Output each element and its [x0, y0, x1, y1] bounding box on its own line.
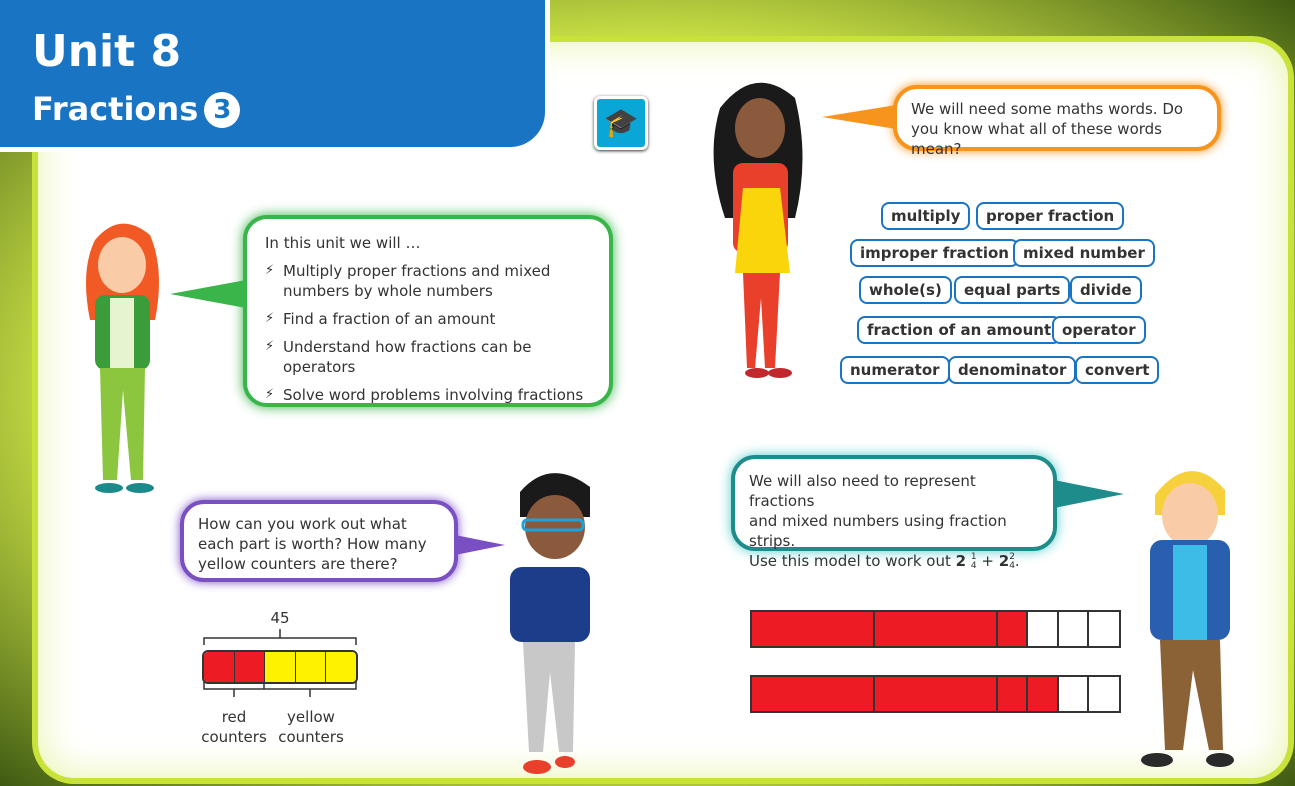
- red-label: red counters: [201, 708, 267, 746]
- whole-segment: [875, 612, 998, 646]
- intro-item: ⚡ Solve word problems involving fractions: [265, 385, 591, 405]
- denominator: 4: [970, 560, 977, 571]
- unit-title-text: Fractions: [32, 90, 199, 128]
- quarter-segment: [1089, 612, 1119, 646]
- bubble-tail: [170, 280, 246, 308]
- girl-character-red-hair: [65, 210, 175, 500]
- intro-item: ⚡ Multiply proper fractions and mixed numbers by whole numbers: [265, 261, 591, 301]
- bar-total: 45: [270, 609, 290, 627]
- intro-item: ⚡ Find a fraction of an amount: [265, 309, 591, 329]
- intro-heading: In this unit we will …: [265, 234, 421, 252]
- intro-bubble: [243, 215, 613, 407]
- bar-model: [202, 650, 358, 684]
- fraction-strip: [750, 675, 1121, 713]
- maths-words-bubble: We will need some maths words. Do you know what all of these words mean?: [893, 85, 1221, 151]
- yellow-label: yellow counters: [278, 708, 344, 746]
- quarter-segment: [998, 677, 1028, 711]
- word-chip: proper fraction: [976, 202, 1124, 230]
- word-chip: divide: [1070, 276, 1142, 304]
- bubble-tail: [822, 105, 896, 129]
- yellow-part: [296, 652, 327, 682]
- word-chip: numerator: [840, 356, 950, 384]
- word-chip: multiply: [881, 202, 970, 230]
- word-chip: convert: [1075, 356, 1159, 384]
- quarter-segment: [1059, 677, 1089, 711]
- girl-character-black-hair: [705, 68, 815, 388]
- denominator: 4: [1009, 560, 1015, 571]
- whole-segment: [752, 612, 875, 646]
- unit-part-badge: 3: [204, 92, 240, 128]
- numerator: 2: [1009, 551, 1015, 562]
- strips-bubble: [731, 455, 1057, 571]
- period: .: [1014, 552, 1020, 570]
- whole-segment: [875, 677, 998, 711]
- bubble-tail: [1054, 480, 1124, 508]
- quarter-segment: [1028, 677, 1058, 711]
- strips-expression: [749, 551, 1039, 571]
- graduation-cap-icon[interactable]: 🎓: [594, 96, 648, 150]
- word-chip: fraction of an amount: [857, 316, 1061, 344]
- plus-sign: +: [981, 552, 994, 570]
- word-chip: equal parts: [954, 276, 1070, 304]
- quarter-segment: [1028, 612, 1058, 646]
- yellow-part: [265, 652, 296, 682]
- strips-text: Use this model to work out: [749, 552, 951, 570]
- intro-item: ⚡ Understand how fractions can be operators: [265, 337, 591, 377]
- yellow-part: [326, 652, 356, 682]
- red-part: [235, 652, 266, 682]
- quarter-segment: [998, 612, 1028, 646]
- word-chip: mixed number: [1013, 239, 1155, 267]
- question-bubble: How can you work out what each part is worth? How many yellow counters are there?: [180, 500, 458, 582]
- word-chip: operator: [1052, 316, 1146, 344]
- whole-2: 2: [998, 552, 1010, 570]
- word-chip: denominator: [948, 356, 1076, 384]
- strips-text: We will also need to represent fractions: [749, 472, 976, 510]
- unit-title: [32, 90, 240, 128]
- unit-number: Unit 8: [32, 26, 182, 77]
- quarter-segment: [1089, 677, 1119, 711]
- whole-segment: [752, 677, 875, 711]
- fraction-strip: [750, 610, 1121, 648]
- boy-character-blond: [1135, 455, 1250, 780]
- whole-1: 2: [955, 552, 967, 570]
- numerator: 1: [970, 551, 977, 562]
- red-part: [204, 652, 235, 682]
- fraction-1: [971, 553, 977, 571]
- strips-text: and mixed numbers using fraction strips.: [749, 512, 1007, 550]
- quarter-segment: [1059, 612, 1089, 646]
- unit-header: [0, 0, 550, 152]
- word-chip: whole(s): [859, 276, 952, 304]
- boy-character-glasses: [495, 462, 610, 784]
- word-chip: improper fraction: [850, 239, 1019, 267]
